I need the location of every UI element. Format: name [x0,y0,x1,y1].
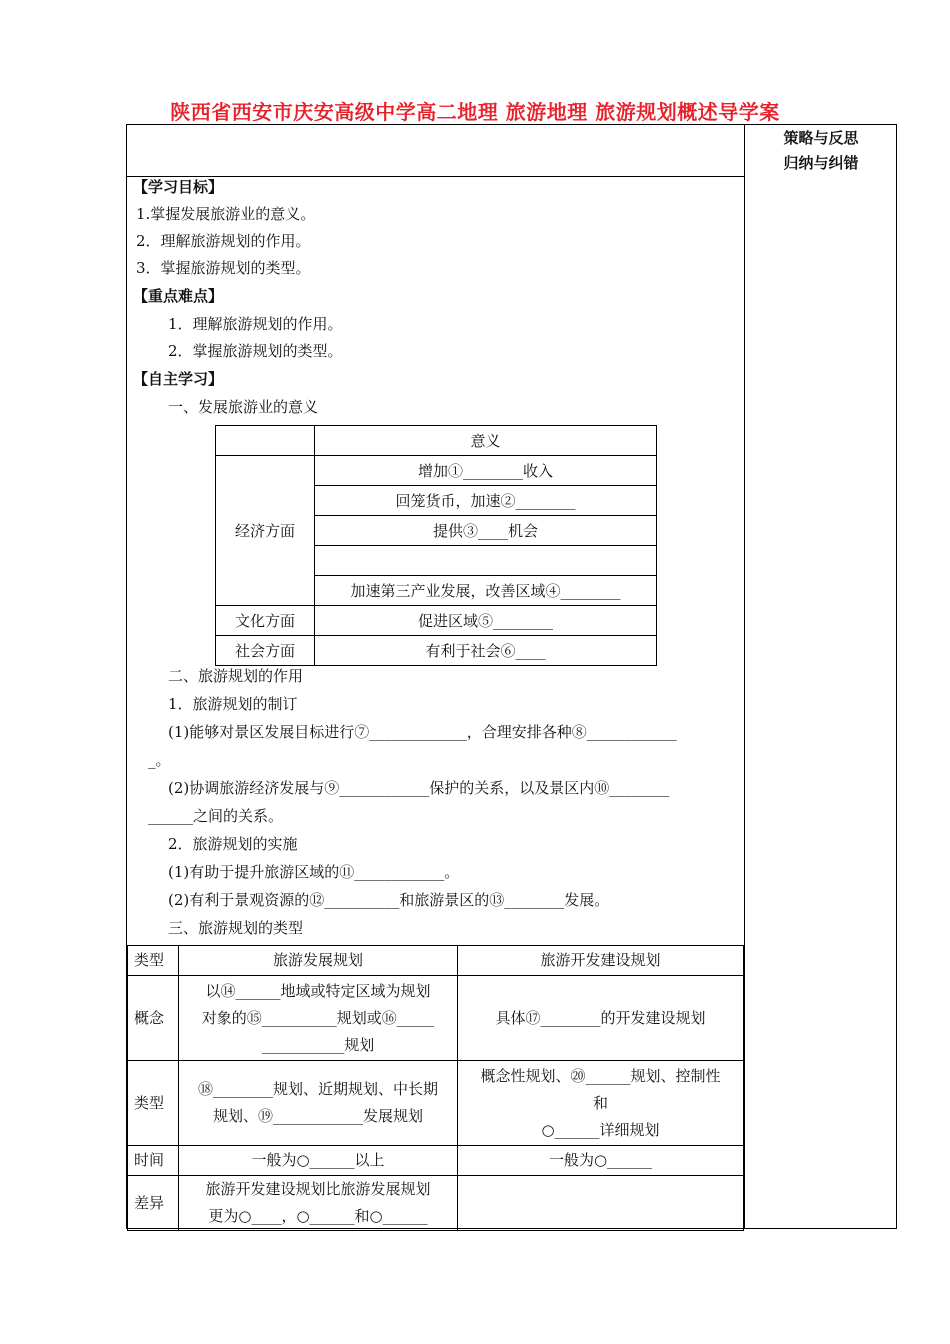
sub-heading: 1．旅游规划的制订 [168,695,298,713]
paragraph: (1)能够对景区发展目标进行⑦_____________，合理安排各种⑧____________ [168,723,677,741]
table-cell [458,1061,744,1146]
table-cell [179,1061,458,1146]
paragraph: (1)有助于提升旅游区域的⑪____________。 [168,863,460,881]
table-cell: 促进区域⑤________ [315,606,657,636]
table-header-cell: 意义 [315,426,657,456]
keypoints-heading: 【重点难点】 [133,287,224,305]
sub-heading: 2．旅游规划的实施 [168,835,298,853]
table-cell: 一般为○______以上 [179,1146,458,1176]
section-heading: 三、旅游规划的类型 [168,919,304,937]
margin-divider [744,124,745,1229]
table-cell [216,426,315,456]
paragraph: (2)有利于景观资源的⑫__________和旅游景区的⑬________发展。 [168,891,610,909]
section-heading: 一、发展旅游业的意义 [168,398,319,416]
table-header-cell: 类型 [128,946,179,976]
table-cell: 增加①________收入 [315,456,657,486]
table-cell: 加速第三产业发展，改善区域④________ [315,576,657,606]
cell-line: 对象的⑮__________规划或⑯_____ [201,1008,435,1027]
row-label: 文化方面 [216,606,315,636]
table-header-cell: 旅游开发建设规划 [458,946,744,976]
row-label: 时间 [128,1146,179,1176]
goal-item: 2．理解旅游规划的作用。 [136,232,311,250]
table-cell [315,546,657,576]
table-cell: 有利于社会⑥____ [315,636,657,666]
page-title: 陕西省西安市庆安高级中学高二地理 旅游地理 旅游规划概述导学案 [170,100,780,124]
side-header-line1: 策略与反思 [783,129,859,147]
row-label: 社会方面 [216,636,315,666]
section-heading: 二、旅游规划的作用 [168,667,304,685]
row-label: 类型 [128,1061,179,1146]
significance-table [215,425,657,666]
cell-line: 旅游开发建设规划比旅游发展规划 [205,1180,431,1198]
cell-line: 以⑭______地域或特定区域为规划 [205,981,431,1000]
paragraph: _。 [148,751,171,769]
side-column-header [745,126,897,176]
side-header-line2: 归纳与纠错 [783,154,859,172]
cell-line: 规划、⑲____________发展规划 [212,1107,423,1125]
cell-line: ○______详细规划 [541,1120,660,1139]
table-cell: 具体⑰________的开发建设规划 [458,976,744,1061]
row-label: 概念 [128,976,179,1061]
cell-line: 概念性规划、⑳______规划、控制性 [480,1066,721,1085]
cell-line: ⑱________规划、近期规划、中长期 [197,1080,438,1098]
table-cell: 回笼货币，加速②________ [315,486,657,516]
row-label: 差异 [128,1176,179,1231]
goal-item: 1.掌握发展旅游业的意义。 [136,205,316,223]
plan-types-table [127,945,744,1231]
paragraph: (2)协调旅游经济发展与⑨____________保护的关系，以及景区内⑩________ [168,779,670,797]
paragraph: ______之间的关系。 [148,807,284,825]
table-cell [179,1176,458,1231]
goal-item: 3．掌握旅游规划的类型。 [136,259,311,277]
row-label: 经济方面 [216,456,315,606]
cell-line: 和 [592,1093,608,1112]
goals-heading: 【学习目标】 [133,178,224,196]
keypoint-item: 2．掌握旅游规划的类型。 [168,342,343,360]
keypoint-item: 1．理解旅游规划的作用。 [168,315,343,333]
cell-line: 更为○____，○______和○______ [208,1207,428,1225]
table-header-cell: 旅游发展规划 [179,946,458,976]
table-cell [179,976,458,1061]
table-cell [458,1176,744,1231]
selfstudy-heading: 【自主学习】 [133,370,224,388]
table-cell: 提供③____机会 [315,516,657,546]
table-cell: 一般为○______ [458,1146,744,1176]
cell-line: ___________规划 [261,1035,375,1054]
